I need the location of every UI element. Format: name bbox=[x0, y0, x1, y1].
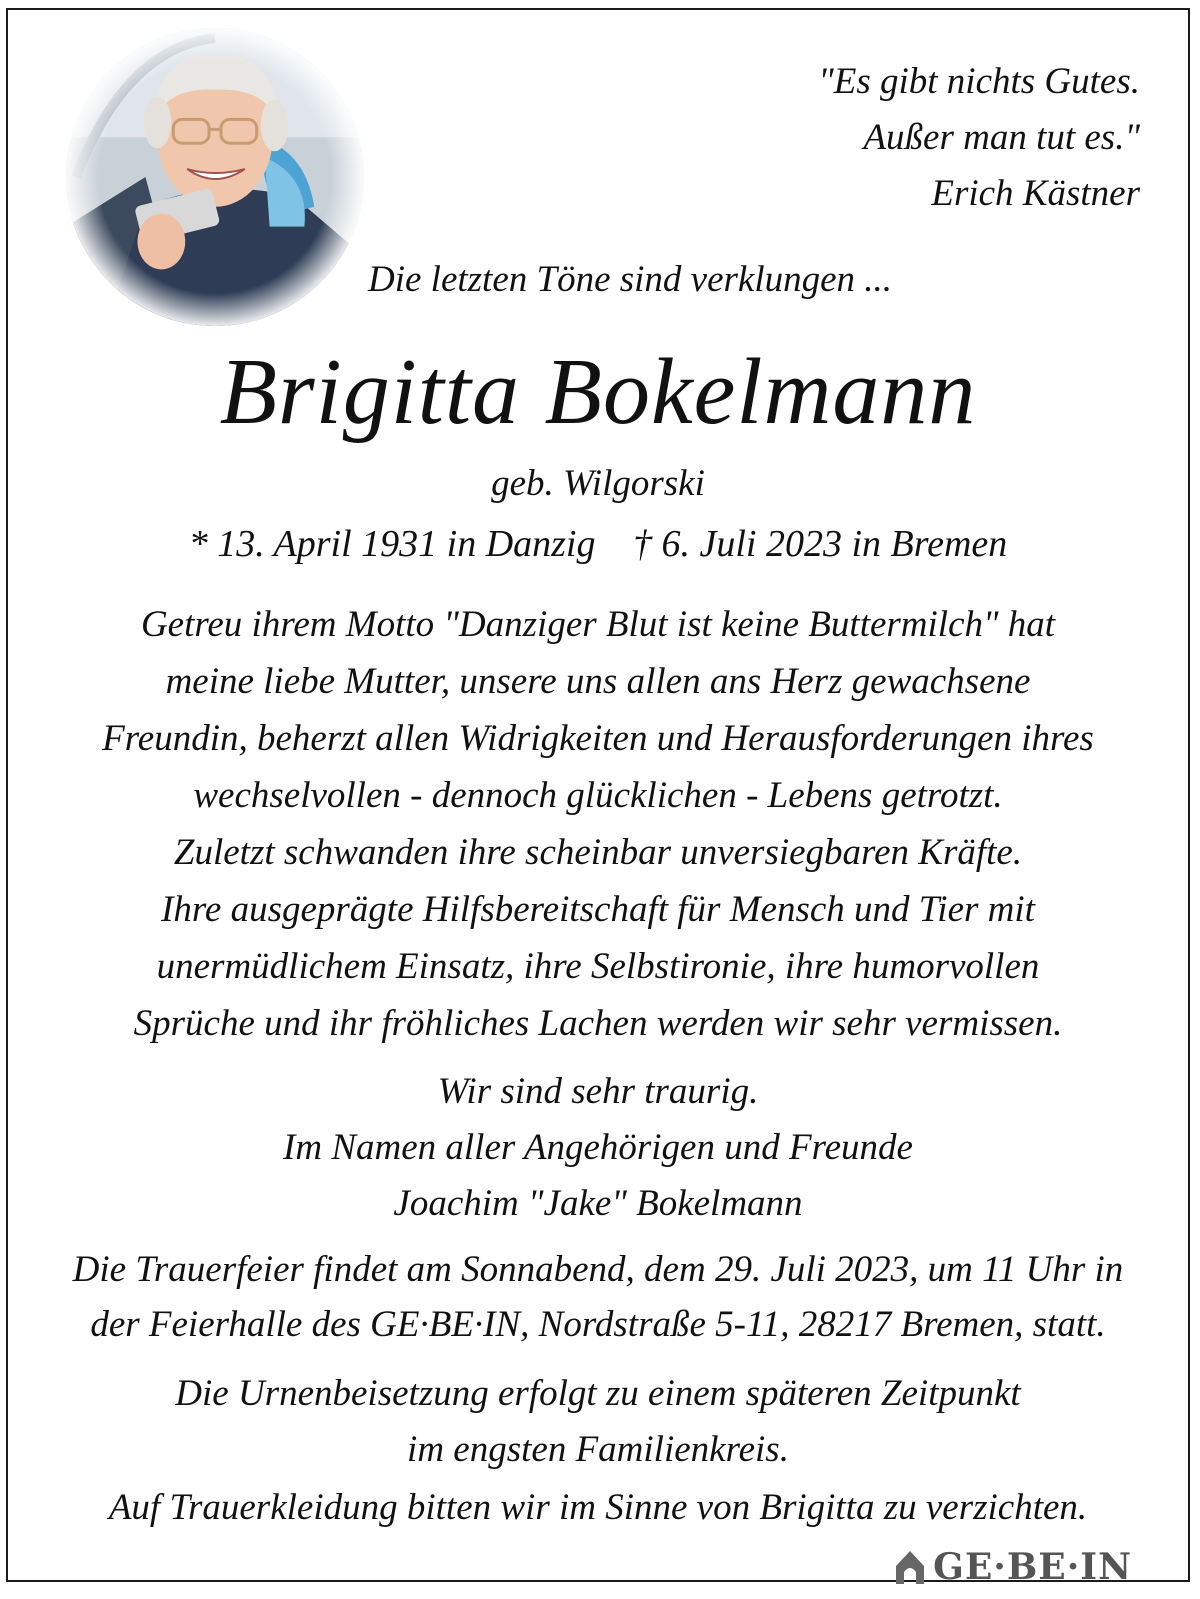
epigraph-quote bbox=[700, 54, 1140, 222]
portrait-photo bbox=[66, 28, 364, 326]
urn-line: Die Urnenbeisetzung erfolgt zu einem späteren Zeitpunkt bbox=[175, 1373, 1021, 1414]
obituary-notice bbox=[6, 8, 1190, 1588]
signature-line: Im Namen aller Angehörigen und Freunde bbox=[283, 1127, 913, 1168]
birth-date: * 13. April 1931 in Danzig bbox=[188, 523, 596, 565]
chapel-icon bbox=[893, 1548, 927, 1586]
tribute-line: Zuletzt schwanden ihre scheinbar unversiegbaren Kräfte. bbox=[173, 832, 1023, 873]
signature-block bbox=[18, 1064, 1178, 1232]
tagline: Die letzten Töne sind verklungen ... bbox=[368, 259, 893, 300]
signature-line: Wir sind sehr traurig. bbox=[437, 1071, 759, 1112]
quote-line: Außer man tut es." bbox=[863, 117, 1140, 158]
death-date: † 6. Juli 2023 in Bremen bbox=[632, 523, 1008, 565]
deceased-name: Brigitta Bokelmann bbox=[219, 340, 977, 444]
quote-line: "Es gibt nichts Gutes. bbox=[818, 61, 1140, 102]
tribute-text bbox=[18, 596, 1178, 1052]
ceremony-line: Die Trauerfeier findet am Sonnabend, dem 29. Juli 2023, um 11 Uhr in bbox=[72, 1249, 1124, 1290]
quote-author: Erich Kästner bbox=[931, 173, 1140, 214]
tribute-line: unermüdlichem Einsatz, ihre Selbstironie, ihre humorvollen bbox=[156, 946, 1040, 987]
tribute-line: meine liebe Mutter, unsere uns allen ans Herz gewachsene bbox=[165, 661, 1031, 702]
ceremony-info bbox=[18, 1242, 1178, 1352]
urn-burial-info bbox=[18, 1366, 1178, 1478]
ceremony-line: der Feierhalle des GE·BE·IN, Nordstraße 5-11, 28217 Bremen, statt. bbox=[90, 1304, 1106, 1345]
tribute-line: Getreu ihrem Motto "Danziger Blut ist keine Buttermilch" hat bbox=[140, 604, 1056, 645]
signature-name: Joachim "Jake" Bokelmann bbox=[393, 1183, 803, 1224]
tribute-line: Sprüche und ihr fröhliches Lachen werden wir sehr vermissen. bbox=[133, 1003, 1063, 1044]
tribute-line: Freundin, beherzt allen Widrigkeiten und Herausforderungen ihres bbox=[102, 718, 1094, 759]
maiden-name: geb. Wilgorski bbox=[491, 463, 705, 504]
attire-request: Auf Trauerkleidung bitten wir im Sinne von Brigitta zu verzichten. bbox=[108, 1487, 1088, 1528]
tribute-line: wechselvollen - dennoch glücklichen - Lebens getrotzt. bbox=[193, 775, 1003, 816]
portrait-illustration bbox=[66, 28, 364, 326]
logo-text: GE·BE·IN bbox=[933, 1546, 1132, 1588]
life-dates bbox=[8, 522, 1188, 566]
gebein-logo bbox=[893, 1546, 1132, 1588]
urn-line: im engsten Familienkreis. bbox=[407, 1429, 789, 1470]
tribute-line: Ihre ausgeprägte Hilfsbereitschaft für Mensch und Tier mit bbox=[161, 889, 1035, 930]
